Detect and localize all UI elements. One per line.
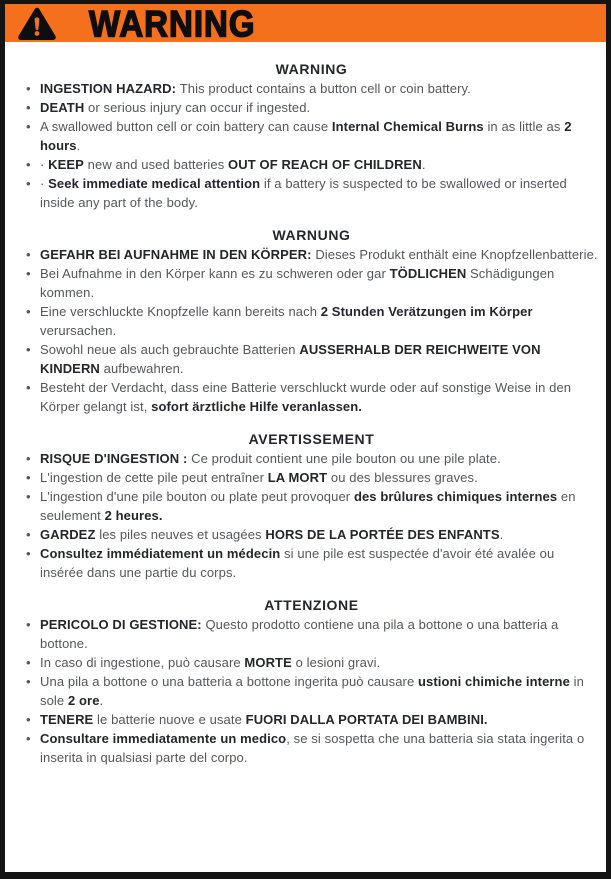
bullet-dot-icon: •: [26, 81, 31, 96]
bullet-dot-icon: •: [26, 655, 31, 670]
bullet-dot-icon: •: [26, 266, 31, 281]
bullet-dot-icon: •: [26, 342, 31, 357]
bullet-list-german: [25, 245, 598, 416]
bullet-item: [25, 245, 598, 264]
bullet-dot-icon: •: [26, 712, 31, 727]
bullet-text: PERICOLO DI GESTIONE: Questo prodotto contiene una pila a bottone o una batteria a bottone.: [40, 617, 559, 651]
bullet-text: INGESTION HAZARD: This product contains a button cell or coin battery.: [40, 81, 471, 96]
bullet-item: [25, 525, 598, 544]
bullet-item: [25, 487, 598, 525]
bullet-text: TENERE le batterie nuove e usate FUORI DALLA PORTATA DEI BAMBINI.: [40, 712, 488, 727]
bullet-dot-icon: •: [26, 176, 31, 191]
section-english: [25, 60, 598, 212]
bullet-item: [25, 729, 598, 767]
bullet-text: GARDEZ les piles neuves et usagées HORS DE LA PORTÉE DES ENFANTS.: [40, 527, 504, 542]
bullet-item: [25, 302, 598, 340]
section-heading-french: AVERTISSEMENT: [248, 431, 375, 447]
bullet-item: [25, 449, 598, 468]
bullet-text: RISQUE D'INGESTION : Ce produit contient une pile bouton ou une pile plate.: [40, 451, 501, 466]
bullet-text: Bei Aufnahme in den Körper kann es zu schweren oder gar TÖDLICHEN Schädigungen kommen.: [40, 266, 555, 300]
bullet-item: [25, 710, 598, 729]
section-german: [25, 226, 598, 416]
bullet-text: L'ingestion d'une pile bouton ou plate peut provoquer des brûlures chimiques internes en seulement 2 heures.: [40, 489, 576, 523]
bullet-dot-icon: •: [26, 380, 31, 395]
bullet-text: Consultare immediatamente un medico, se si sospetta che una batteria sia stata ingerita o inserita in qualsiasi parte del corpo.: [40, 731, 585, 765]
section-heading-german: WARNUNG: [272, 227, 351, 243]
bullet-dot-icon: •: [26, 546, 31, 561]
section-heading-italian: ATTENZIONE: [264, 597, 359, 613]
bullet-item: [25, 544, 598, 582]
bullet-dot-icon: •: [26, 617, 31, 632]
bullet-list-french: [25, 449, 598, 582]
bullet-text: Eine verschluckte Knopfzelle kann bereits nach 2 Stunden Verätzungen im Körper verursachen.: [40, 304, 533, 338]
bullet-text: L'ingestion de cette pile peut entraîner LA MORT ou des blessures graves.: [40, 470, 478, 485]
bullet-dot-icon: •: [26, 247, 31, 262]
bullet-dot-icon: •: [26, 470, 31, 485]
bullet-list-english: [25, 79, 598, 212]
bullet-text: GEFAHR BEI AUFNAHME IN DEN KÖRPER: Dieses Produkt enthält eine Knopfzellenbatterie.: [40, 247, 598, 262]
bullet-item: [25, 378, 598, 416]
bullet-list-italian: [25, 615, 598, 767]
bullet-item: [25, 117, 598, 155]
label-content: [5, 42, 606, 767]
banner-title: WARNING: [89, 2, 256, 44]
section-heading-english: WARNING: [275, 61, 348, 77]
bullet-item: [25, 174, 598, 212]
bullet-dot-icon: •: [26, 157, 31, 172]
section-italian: [25, 596, 598, 767]
bullet-text: Besteht der Verdacht, dass eine Batterie verschluckt wurde oder auf sonstige Weise in den Körper gelangt ist, sofort ärztliche Hilfe veranlassen.: [40, 380, 572, 414]
bullet-item: [25, 615, 598, 653]
bullet-dot-icon: •: [26, 674, 31, 689]
bullet-item: [25, 264, 598, 302]
bullet-dot-icon: •: [26, 527, 31, 542]
bullet-item: [25, 468, 598, 487]
bullet-item: [25, 653, 598, 672]
bullet-item: [25, 155, 598, 174]
bullet-item: [25, 672, 598, 710]
bullet-text: Consultez immédiatement un médecin si une pile est suspectée d'avoir été avalée ou insérée dans une partie du corps.: [40, 546, 555, 580]
warning-triangle-icon: [17, 7, 57, 40]
bullet-dot-icon: •: [26, 489, 31, 504]
bullet-text: A swallowed button cell or coin battery can cause Internal Chemical Burns in as little as 2 hours.: [40, 119, 572, 153]
bullet-text: In caso di ingestione, può causare MORTE o lesioni gravi.: [40, 655, 381, 670]
bullet-dot-icon: •: [26, 100, 31, 115]
bullet-item: [25, 98, 598, 117]
bullet-text: · Seek immediate medical attention if a battery is suspected to be swallowed or inserted inside any part of the body.: [40, 176, 567, 210]
bullet-text: Sowohl neue als auch gebrauchte Batterien AUSSERHALB DER REICHWEITE VON KINDERN aufbewahren.: [40, 342, 541, 376]
bullet-dot-icon: •: [26, 451, 31, 466]
bullet-item: [25, 79, 598, 98]
bullet-dot-icon: •: [26, 119, 31, 134]
bullet-item: [25, 340, 598, 378]
section-french: [25, 430, 598, 582]
bullet-dot-icon: •: [26, 731, 31, 746]
bullet-dot-icon: •: [26, 304, 31, 319]
warning-banner: [5, 4, 606, 42]
bullet-text: · KEEP new and used batteries OUT OF REACH OF CHILDREN.: [40, 157, 426, 172]
bullet-text: DEATH or serious injury can occur if ingested.: [40, 100, 311, 115]
bullet-text: Una pila a bottone o una batteria a bottone ingerita può causare ustioni chimiche interne in sole 2 ore.: [40, 674, 584, 708]
